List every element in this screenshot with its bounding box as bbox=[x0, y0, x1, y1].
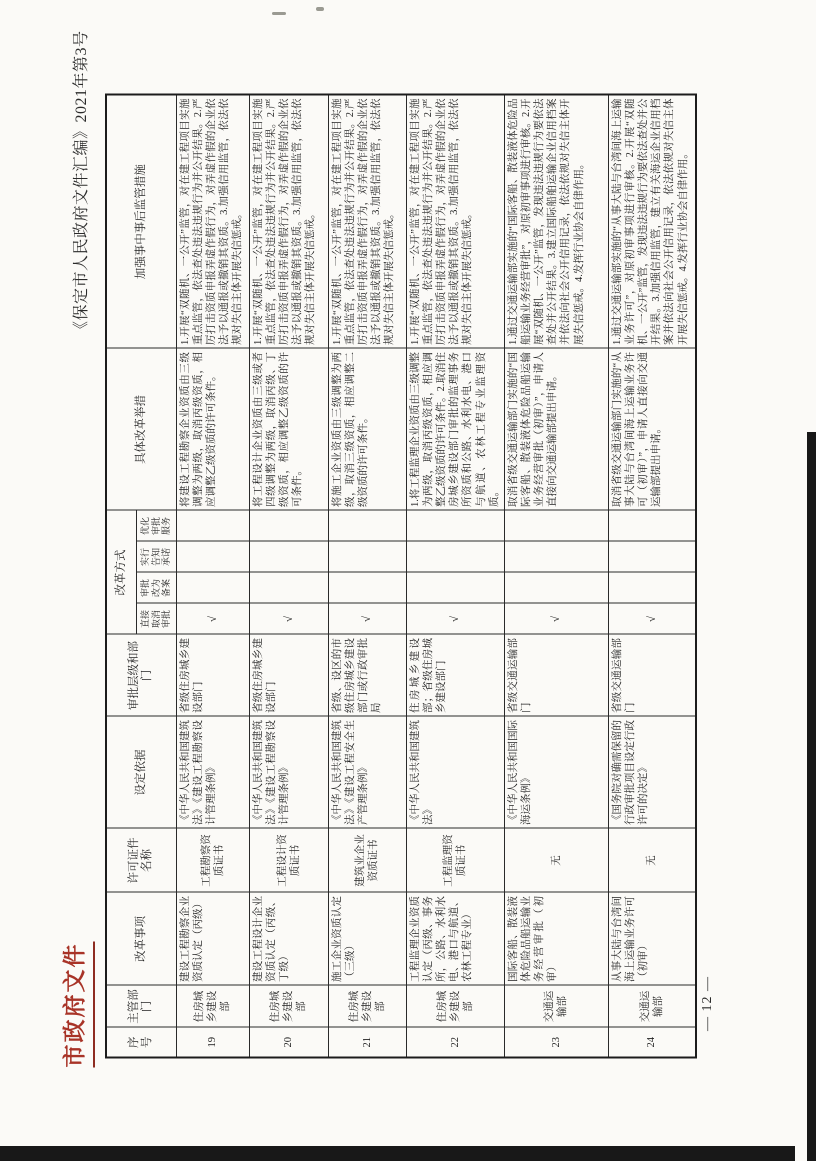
header-mode-optimize: 优化审批服务 bbox=[136, 510, 176, 541]
item-cell: 建设工程设计企业资质认定（丙级、丁级） bbox=[249, 892, 328, 985]
header-department: 主管部门 bbox=[106, 985, 176, 1027]
document-category-label: 市政府文件 bbox=[62, 942, 87, 1067]
supervision-cell: 1.通过交通运输部实施的“国际客船、散装液体危险品船运输业务经营审批”，对原初审事项进行审核。2.开展“双随机、一公开”监管，发现违法违规行为要依法查处并公开结果。3.建立国际船舶运输企业信用档案并依法向社会公开信用记录，依法依规对失信主体开展失信惩戒。4.发挥行业协会自律作用。 bbox=[504, 94, 608, 348]
mode-cancel-cell: √ bbox=[176, 603, 249, 634]
authority-cell: 省级交通运输部门 bbox=[504, 634, 608, 716]
measures-cell: 取消省级交通运输部门实施的“从事大陆与台湾间海上运输业务许可（初审）”，申请人直接向交通运输部提出申请。 bbox=[608, 348, 696, 510]
department-cell: 住房城乡建设部 bbox=[406, 985, 504, 1027]
mode-filing-cell bbox=[608, 572, 696, 603]
mode-optimize-cell bbox=[608, 510, 696, 541]
mode-cancel-cell: √ bbox=[328, 603, 406, 634]
page-number: — 12 — bbox=[700, 975, 715, 1031]
authority-cell: 省级住房城乡建设部门 bbox=[249, 634, 328, 716]
reform-items-table bbox=[105, 93, 697, 1058]
measures-cell: 将施工企业资质由三级调整为两级，取消三级资质，相应调整二级资质的许可条件。 bbox=[328, 348, 406, 510]
license-cell: 工程监理资质证书 bbox=[406, 828, 504, 892]
header-mode-commitment: 实行告知承诺 bbox=[136, 541, 176, 572]
basis-cell: 《中华人民共和国国际海运条例》 bbox=[504, 716, 608, 828]
mode-filing-cell bbox=[249, 572, 328, 603]
department-cell: 交通运输部 bbox=[504, 985, 608, 1027]
mode-optimize-cell bbox=[504, 510, 608, 541]
mode-commitment-cell bbox=[608, 541, 696, 572]
mode-commitment-cell bbox=[249, 541, 328, 572]
seq-cell: 20 bbox=[249, 1027, 328, 1057]
measures-cell: 将工程设计企业资质由三级或者四级调整为两级，取消丙级、丁级资质，相应调整乙级资质的许可条件。 bbox=[249, 348, 328, 510]
measures-cell: 将建设工程勘察企业资质由三级调整为两级，取消丙级资质，相应调整乙级资质的许可条件。 bbox=[176, 348, 249, 510]
basis-cell: 《中华人民共和国建筑法》《建设工程安全生产管理条例》 bbox=[328, 716, 406, 828]
table-row bbox=[504, 94, 608, 1057]
basis-cell: 《国务院对确需保留的行政审批项目设定行政许可的决定》 bbox=[608, 716, 696, 828]
mode-commitment-cell bbox=[328, 541, 406, 572]
supervision-cell: 1.开展“双随机、一公开”监管，对在建工程项目实施重点监管，依法查处违法违规行为并公开结果。2.严厉打击资质申报弄虚作假行为，对弄虚作假的企业依法予以通报或撤销其资质。3.加强信用监管，依法依规对失信主体开展失信惩戒。 bbox=[328, 94, 406, 348]
item-cell: 建设工程勘察企业资质认定（丙级） bbox=[176, 892, 249, 985]
seq-cell: 19 bbox=[176, 1027, 249, 1057]
mode-commitment-cell bbox=[176, 541, 249, 572]
department-cell: 住房城乡建设部 bbox=[176, 985, 249, 1027]
mode-optimize-cell bbox=[328, 510, 406, 541]
header-authority: 审批层级和部门 bbox=[106, 634, 176, 716]
license-cell: 工程设计资质证书 bbox=[249, 828, 328, 892]
seq-cell: 21 bbox=[328, 1027, 406, 1057]
header-mode-filing: 审批改为备案 bbox=[136, 572, 176, 603]
department-cell: 住房城乡建设部 bbox=[249, 985, 328, 1027]
mode-filing-cell bbox=[176, 572, 249, 603]
mode-commitment-cell bbox=[406, 541, 504, 572]
supervision-cell: 1.通过交通运输部实施的“从事大陆与台湾间海上运输业务许可”，对原初审事项进行审核。2.开展“双随机、一公开”监管，发现违法违规行为要依法查处并公开结果。3.加强信用监管，建立有关海运企业信用档案并依法向社会公开信用记录，依法依规对失信主体开展失信惩戒。4.发挥行业协会自律作用。 bbox=[608, 94, 696, 348]
mode-cancel-cell: √ bbox=[504, 603, 608, 634]
table-row bbox=[608, 94, 696, 1057]
mode-filing-cell bbox=[504, 572, 608, 603]
item-cell: 工程监理企业资质认定（丙级、事务所，公路、水利水电、港口与航道、农林工程专业） bbox=[406, 892, 504, 985]
seq-cell: 23 bbox=[504, 1027, 608, 1057]
header-license: 许可证件名称 bbox=[106, 828, 176, 892]
table-header bbox=[106, 94, 176, 1057]
mode-optimize-cell bbox=[406, 510, 504, 541]
department-cell: 交通运输部 bbox=[608, 985, 696, 1027]
header-mode-group: 改革方式 bbox=[106, 510, 136, 634]
supervision-cell: 1.开展“双随机、一公开”监管，对在建工程项目实施重点监管，依法查处违法违规行为并公开结果。2.严厉打击资质申报弄虚作假行为，对弄虚作假的企业依法予以通报或撤销其资质。3.加强信用监管，依法依规对失信主体开展失信惩戒。 bbox=[176, 94, 249, 348]
scan-edge-bottom bbox=[0, 1146, 795, 1161]
table-row bbox=[406, 94, 504, 1057]
mode-commitment-cell bbox=[504, 541, 608, 572]
scan-speck bbox=[272, 12, 286, 15]
table-body bbox=[176, 94, 696, 1057]
seq-cell: 22 bbox=[406, 1027, 504, 1057]
header-item: 改革事项 bbox=[106, 892, 176, 985]
header-mode-cancel: 直接取消审批 bbox=[136, 603, 176, 634]
compilation-header: 《保定市人民政府文件汇编》2021年第3号 bbox=[73, 30, 90, 337]
mode-filing-cell bbox=[406, 572, 504, 603]
supervision-cell: 1.开展“双随机、一公开”监管，对在建工程项目实施重点监管，依法查处违法违规行为并公开结果。2.严厉打击资质申报弄虚作假行为，对弄虚作假的企业依法予以通报或撤销其资质。3.加强信用监管，依法依规对失信主体开展失信惩戒。 bbox=[406, 94, 504, 348]
seq-cell: 24 bbox=[608, 1027, 696, 1057]
license-cell: 无 bbox=[504, 828, 608, 892]
mode-optimize-cell bbox=[176, 510, 249, 541]
scan-edge-right bbox=[807, 432, 816, 1161]
header-measures: 具体改革举措 bbox=[106, 348, 176, 510]
mode-cancel-cell: √ bbox=[608, 603, 696, 634]
mode-optimize-cell bbox=[249, 510, 328, 541]
license-cell: 建筑业企业资质证书 bbox=[328, 828, 406, 892]
header-seq: 序号 bbox=[106, 1027, 176, 1057]
authority-cell: 住房城乡建设部；省级住房城乡建设部门 bbox=[406, 634, 504, 716]
measures-cell: 1.将工程监理企业资质由三级调整为两级，取消丙级资质，相应调整乙级资质的许可条件。2.取消住房城乡建设部门审批的监理事务所资质和公路、水利水电、港口与航道、农林工程专业监理资质。 bbox=[406, 348, 504, 510]
item-cell: 施工企业资质认定（三级） bbox=[328, 892, 406, 985]
department-cell: 住房城乡建设部 bbox=[328, 985, 406, 1027]
item-cell: 从事大陆与台湾间海上运输业务许可（初审） bbox=[608, 892, 696, 985]
mode-filing-cell bbox=[328, 572, 406, 603]
basis-cell: 《中华人民共和国建筑法》 bbox=[406, 716, 504, 828]
table-row bbox=[328, 94, 406, 1057]
authority-cell: 省级交通运输部门 bbox=[608, 634, 696, 716]
category-label-underline bbox=[93, 941, 95, 1067]
mode-cancel-cell: √ bbox=[406, 603, 504, 634]
header-supervision: 加强事中事后监管措施 bbox=[106, 94, 176, 348]
mode-cancel-cell: √ bbox=[249, 603, 328, 634]
item-cell: 国际客船、散装液体危险品船运输业务经营审批（初审） bbox=[504, 892, 608, 985]
measures-cell: 取消省级交通运输部门实施的“国际客船、散装液体危险品船运输业务经营审批（初审）”，申请人直接向交通运输部提出申请。 bbox=[504, 348, 608, 510]
authority-cell: 省级住房城乡建设部门 bbox=[176, 634, 249, 716]
table-row bbox=[249, 94, 328, 1057]
license-cell: 工程勘察资质证书 bbox=[176, 828, 249, 892]
basis-cell: 《中华人民共和国建筑法》《建设工程勘察设计管理条例》 bbox=[249, 716, 328, 828]
header-basis: 设定依据 bbox=[106, 716, 176, 828]
scan-speck bbox=[316, 7, 324, 11]
authority-cell: 省级、设区的市级住房城乡建设部门或行政审批局 bbox=[328, 634, 406, 716]
supervision-cell: 1.开展“双随机、一公开”监管，对在建工程项目实施重点监管，依法查处违法违规行为并公开结果。2.严厉打击资质申报弄虚作假行为，对弄虚作假的企业依法予以通报或撤销其资质。3.加强信用监管，依法依规对失信主体开展失信惩戒。 bbox=[249, 94, 328, 348]
basis-cell: 《中华人民共和国建筑法》《建设工程勘察设计管理条例》 bbox=[176, 716, 249, 828]
table-row bbox=[176, 94, 249, 1057]
license-cell: 无 bbox=[608, 828, 696, 892]
